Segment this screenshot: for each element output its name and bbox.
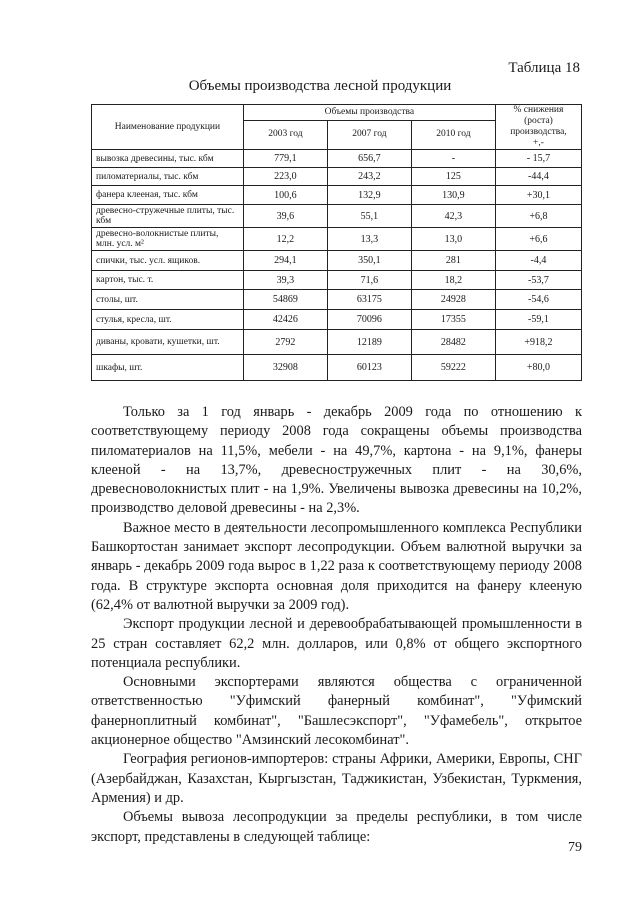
value-2003-cell: 2792: [243, 330, 327, 355]
value-2007-cell: 55,1: [327, 205, 411, 228]
body-text: [91, 403, 582, 847]
value-2007-cell: 60123: [327, 355, 411, 381]
header-year-2010: 2010 год: [411, 120, 495, 149]
value-2007-cell: 656,7: [327, 150, 411, 168]
paragraph: Экспорт продукции лесной и деревообрабатывающей промышленности в 25 стран составляет 62,2 млн. долларов, или 0,8% от общего экспортного потенциала республики.: [91, 616, 582, 671]
change-percent-cell: +6,6: [495, 228, 581, 251]
value-2003-cell: 223,0: [243, 168, 327, 186]
table-label: Таблица 18: [508, 60, 580, 76]
value-2003-cell: 32908: [243, 355, 327, 381]
change-percent-cell: +918,2: [495, 330, 581, 355]
paragraph: Важное место в деятельности лесопромышленного комплекса Республики Башкортостан занимает экспорт лесопродукции. Объем валютной выручки за январь - декабрь 2009 года вырос в 1,22 раза к соответствующему периоду 2008 года. В структуре экспорта основная доля приходится на фанеру клееную (62,4% от валютной выручки за 2009 год).: [91, 519, 582, 613]
value-2007-cell: 63175: [327, 290, 411, 310]
value-2007-cell: 13,3: [327, 228, 411, 251]
header-group: Объемы производства: [243, 105, 495, 121]
change-percent-cell: +80,0: [495, 355, 581, 381]
table-row: [92, 271, 582, 290]
value-2010-cell: 17355: [411, 310, 495, 330]
change-percent-cell: -44,4: [495, 168, 581, 186]
header-name: Наименование продукции: [92, 105, 244, 150]
value-2007-cell: 70096: [327, 310, 411, 330]
value-2010-cell: 125: [411, 168, 495, 186]
table-row: [92, 150, 582, 168]
production-table: [91, 104, 582, 381]
header-change: % снижения (роста) производства, +,-: [495, 105, 581, 150]
value-2010-cell: 13,0: [411, 228, 495, 251]
page-number: 79: [568, 840, 582, 855]
value-2010-cell: 281: [411, 251, 495, 271]
value-2007-cell: 12189: [327, 330, 411, 355]
change-percent-cell: +30,1: [495, 186, 581, 205]
value-2010-cell: 130,9: [411, 186, 495, 205]
value-2003-cell: 12,2: [243, 228, 327, 251]
value-2010-cell: 28482: [411, 330, 495, 355]
product-name-cell: спички, тыс. усл. ящиков.: [92, 251, 244, 271]
header-year-2007: 2007 год: [327, 120, 411, 149]
table-row: [92, 310, 582, 330]
table-row: [92, 205, 582, 228]
change-percent-cell: +6,8: [495, 205, 581, 228]
value-2003-cell: 42426: [243, 310, 327, 330]
table-row: [92, 168, 582, 186]
product-name-cell: фанера клееная, тыс. кбм: [92, 186, 244, 205]
value-2007-cell: 71,6: [327, 271, 411, 290]
value-2010-cell: 18,2: [411, 271, 495, 290]
product-name-cell: диваны, кровати, кушетки, шт.: [92, 330, 244, 355]
value-2003-cell: 779,1: [243, 150, 327, 168]
value-2003-cell: 294,1: [243, 251, 327, 271]
product-name-cell: картон, тыс. т.: [92, 271, 244, 290]
paragraph: Основными экспортерами являются общества с ограниченной ответственностью "Уфимский фанерный комбинат", "Уфимский фанерноплитный комбинат", "Башлесэкспорт", "Уфамебель", открытое акционерное общество "Амзинский лесокомбинат".: [91, 674, 582, 749]
value-2010-cell: -: [411, 150, 495, 168]
table-row: [92, 251, 582, 271]
product-name-cell: пиломатериалы, тыс. кбм: [92, 168, 244, 186]
table-row: [92, 186, 582, 205]
change-percent-cell: -59,1: [495, 310, 581, 330]
table-row: [92, 330, 582, 355]
value-2007-cell: 350,1: [327, 251, 411, 271]
value-2007-cell: 132,9: [327, 186, 411, 205]
value-2010-cell: 42,3: [411, 205, 495, 228]
change-percent-cell: -53,7: [495, 271, 581, 290]
product-name-cell: древесно-стружечные плиты, тыс. кбм: [92, 205, 244, 228]
product-name-cell: вывозка древесины, тыс. кбм: [92, 150, 244, 168]
value-2003-cell: 39,3: [243, 271, 327, 290]
table-title: Объемы производства лесной продукции: [188, 78, 452, 94]
table-row: [92, 290, 582, 310]
value-2010-cell: 24928: [411, 290, 495, 310]
change-percent-cell: -54,6: [495, 290, 581, 310]
paragraph: Только за 1 год январь - декабрь 2009 года по отношению к соответствующему периоду 2008 года сокращены объемы производства пиломатериалов на 11,5%, мебели - на 49,7%, картона - на 9,1%, фанеры клееной - на 13,7%, древесностружечных плит - на 30,6%, древесноволокнистых плит - на 1,9%. Увеличены вывозка древесины на 10,2%, производство деловой древесины - на 2,3%.: [91, 404, 582, 517]
value-2010-cell: 59222: [411, 355, 495, 381]
table-row: [92, 228, 582, 251]
product-name-cell: шкафы, шт.: [92, 355, 244, 381]
paragraph: География регионов-импортеров: страны Африки, Америки, Европы, СНГ (Азербайджан, Казахстан, Кыргызстан, Таджикистан, Узбекистан, Туркмения, Армения) и др.: [91, 751, 582, 806]
change-percent-cell: -4,4: [495, 251, 581, 271]
value-2003-cell: 39,6: [243, 205, 327, 228]
value-2003-cell: 54869: [243, 290, 327, 310]
value-2003-cell: 100,6: [243, 186, 327, 205]
table-row: [92, 355, 582, 381]
value-2007-cell: 243,2: [327, 168, 411, 186]
change-percent-cell: - 15,7: [495, 150, 581, 168]
paragraph: Объемы вывоза лесопродукции за пределы республики, в том числе экспорт, представлены в следующей таблице:: [91, 809, 582, 845]
product-name-cell: столы, шт.: [92, 290, 244, 310]
product-name-cell: стулья, кресла, шт.: [92, 310, 244, 330]
product-name-cell: древесно-волокнистые плиты, млн. усл. м²: [92, 228, 244, 251]
header-year-2003: 2003 год: [243, 120, 327, 149]
